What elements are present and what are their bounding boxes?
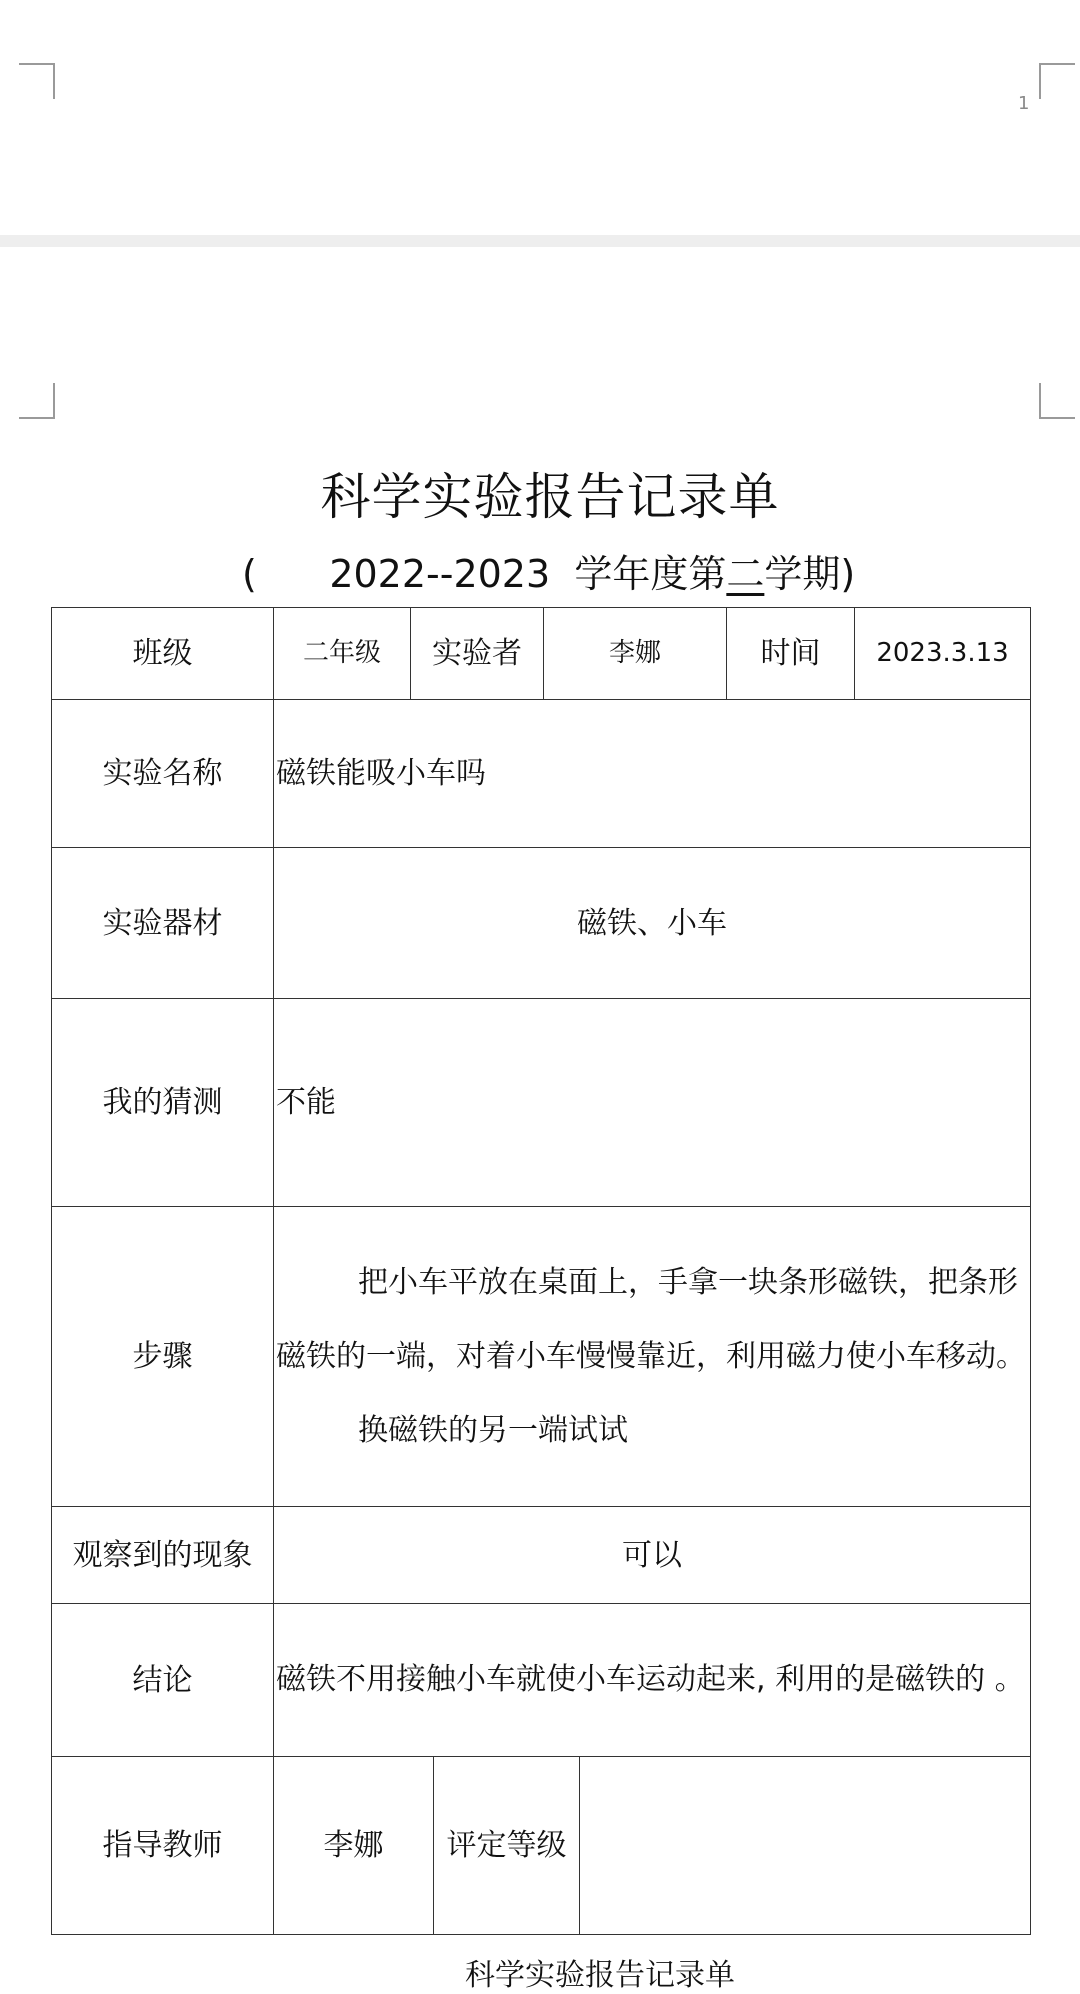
time-label: 时间 [727, 608, 855, 700]
experiment-name-value: 磁铁能吸小车吗 [274, 700, 1031, 848]
table-row [52, 1207, 1031, 1507]
table-row [52, 848, 1031, 999]
page-corner-mark [1039, 63, 1075, 99]
experimenter-value: 李娜 [544, 608, 727, 700]
experiment-name-label: 实验名称 [52, 700, 274, 848]
materials-value: 磁铁、小车 [274, 848, 1031, 999]
steps-paragraph [274, 1246, 1030, 1394]
table-row [52, 1757, 1031, 1935]
subtitle-term: 二 [726, 552, 765, 596]
class-value: 二年级 [274, 608, 411, 700]
phenomenon-label: 观察到的现象 [52, 1507, 274, 1604]
page-number: 1 [1018, 93, 1030, 114]
experimenter-label: 实验者 [411, 608, 544, 700]
table-row [52, 999, 1031, 1207]
page-corner-mark [19, 383, 55, 419]
table-row [52, 1507, 1031, 1604]
teacher-label: 指导教师 [52, 1757, 274, 1935]
conclusion-value: 磁铁不用接触小车就使小车运动起来, 利用的是磁铁的 。 [276, 1662, 1025, 1697]
guess-value: 不能 [274, 999, 1031, 1207]
grade-label: 评定等级 [434, 1757, 580, 1935]
materials-label: 实验器材 [52, 848, 274, 999]
table-row [52, 608, 1031, 700]
class-label: 班级 [52, 608, 274, 700]
table-row [52, 1604, 1031, 1757]
subtitle-mid: 学年度第 [574, 552, 727, 596]
guess-label: 我的猜测 [52, 999, 274, 1207]
subtitle-end: 学期) [764, 552, 856, 596]
teacher-value: 李娜 [274, 1757, 434, 1935]
steps-label: 步骤 [52, 1207, 274, 1507]
conclusion-cell [274, 1604, 1031, 1757]
conclusion-label: 结论 [52, 1604, 274, 1757]
next-page-title: 科学实验报告记录单 [465, 1958, 735, 1993]
page-corner-mark [1039, 383, 1075, 419]
steps-text-1: 把小车平放在桌面上，手拿一块条形磁铁，把条形磁铁的一端，对着小车慢慢靠近，利用磁力使小车移动。 [276, 1264, 1026, 1374]
subtitle-open: ( [242, 552, 257, 596]
phenomenon-value: 可以 [274, 1507, 1031, 1604]
grade-value [580, 1757, 1031, 1935]
page-corner-mark [19, 63, 55, 99]
time-value: 2023.3.13 [855, 608, 1031, 700]
table-row [52, 700, 1031, 848]
steps-cell [274, 1207, 1031, 1507]
document-subtitle [242, 543, 855, 598]
steps-text-2: 换磁铁的另一端试试 [358, 1412, 628, 1448]
subtitle-years: 2022--2023 [329, 552, 551, 596]
document-title: 科学实验报告记录单 [320, 468, 780, 526]
steps-paragraph [274, 1394, 1030, 1468]
report-table [51, 607, 1031, 1935]
page-separator [0, 235, 1080, 247]
